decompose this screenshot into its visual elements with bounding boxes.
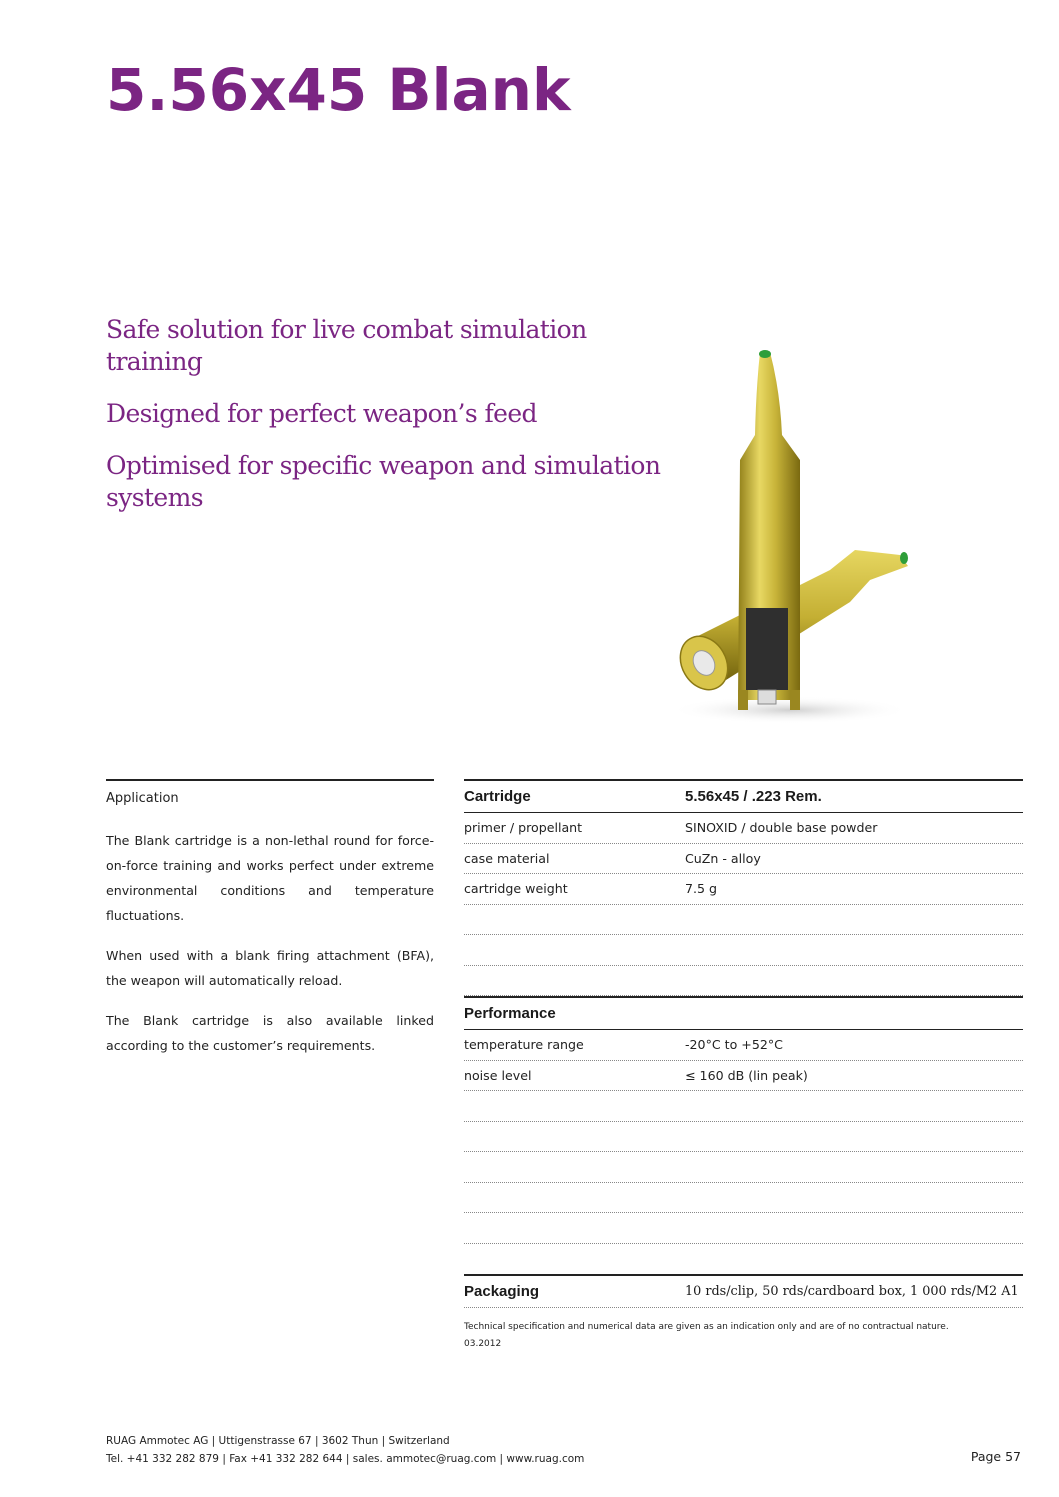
- revision-date: 03.2012: [464, 1339, 502, 1349]
- application-paragraph: When used with a blank firing attachment (BFA), the weapon will automatically reload.: [106, 948, 434, 988]
- empty-row: [464, 905, 1023, 936]
- empty-row: [464, 966, 1023, 997]
- cartridge-value: 5.56x45 / .223 Rem.: [685, 788, 822, 805]
- performance-header: [464, 996, 1023, 1030]
- footer-address: RUAG Ammotec AG | Uttigenstrasse 67 | 3602 Thun | Switzerland: [106, 1435, 450, 1447]
- application-section: [106, 779, 434, 1073]
- disclaimer-text: Technical specification and numerical data are given as an indication only and are of no contractual nature.: [464, 1322, 949, 1332]
- empty-row: [464, 1122, 1023, 1153]
- performance-spec-table: [464, 996, 1023, 1244]
- row-value: -20°C to +52°C: [685, 1037, 783, 1053]
- row-label: case material: [464, 850, 550, 866]
- packaging-spec-table: [464, 1274, 1023, 1308]
- empty-row: [464, 935, 1023, 966]
- empty-row: [464, 1183, 1023, 1214]
- table-row: [464, 1030, 1023, 1061]
- cartridge-header: [464, 779, 1023, 813]
- empty-row: [464, 1091, 1023, 1122]
- row-label: primer / propellant: [464, 820, 583, 836]
- cartridge-image: [660, 340, 920, 730]
- cartridge-spec-table: [464, 779, 1023, 996]
- standing-cartridge: [738, 350, 800, 710]
- application-paragraph: The Blank cartridge is a non-lethal round for force-on-force training and works perfect under extreme environmental conditions and temperature fluctuations.: [106, 833, 434, 923]
- tagline-list: [106, 314, 666, 534]
- row-label: cartridge weight: [464, 881, 568, 897]
- packaging-header: [464, 1274, 1023, 1308]
- table-row: [464, 844, 1023, 875]
- row-label: noise level: [464, 1067, 532, 1083]
- packaging-label: Packaging: [464, 1283, 540, 1300]
- performance-label: Performance: [464, 1005, 556, 1022]
- application-paragraph: The Blank cartridge is also available linked according to the customer’s requirements.: [106, 1013, 434, 1053]
- page-number: Page 57: [970, 1449, 1021, 1464]
- table-row: [464, 1061, 1023, 1092]
- tagline: Designed for perfect weapon’s feed: [106, 399, 537, 428]
- row-value: CuZn - alloy: [685, 850, 761, 866]
- row-value: SINOXID / double base powder: [685, 820, 878, 836]
- page-title: 5.56x45 Blank: [106, 56, 571, 124]
- row-value: 7.5 g: [685, 881, 718, 897]
- empty-row: [464, 1213, 1023, 1244]
- empty-row: [464, 1152, 1023, 1183]
- tagline: Safe solution for live combat simulation training: [106, 315, 587, 376]
- table-row: [464, 813, 1023, 844]
- tagline: Optimised for specific weapon and simulation systems: [106, 451, 661, 512]
- row-value: ≤ 160 dB (lin peak): [685, 1067, 808, 1083]
- table-row: [464, 874, 1023, 905]
- application-heading: Application: [106, 791, 179, 806]
- cartridge-label: Cartridge: [464, 788, 531, 805]
- footer-contact: Tel. +41 332 282 879 | Fax +41 332 282 644 | sales. ammotec@ruag.com | www.ruag.com: [106, 1453, 585, 1465]
- packaging-value: 10 rds/clip, 50 rds/cardboard box, 1 000 rds/M2 A1: [685, 1284, 1019, 1299]
- footer: [106, 1432, 584, 1468]
- row-label: temperature range: [464, 1037, 584, 1053]
- notes: [464, 1319, 949, 1353]
